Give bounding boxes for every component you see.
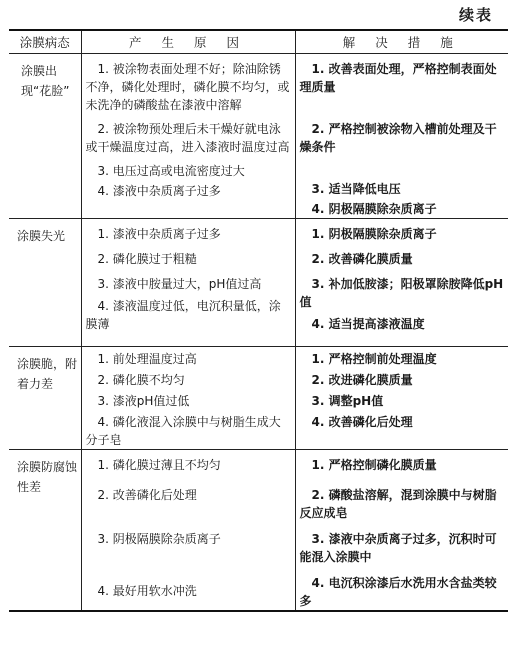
cause-item: 4. 最好用软水冲洗 — [97, 584, 197, 598]
header-row — [9, 30, 508, 54]
header-solution: 解 决 措 施 — [295, 30, 508, 54]
solution-item: 3. 调整pH值 — [311, 394, 384, 408]
solution-cell — [295, 54, 508, 219]
solution-item: 2. 改进磷化膜质量 — [311, 373, 413, 387]
cause-item: 3. 漆液pH值过低 — [97, 394, 190, 408]
header-cause: 产 生 原 因 — [81, 30, 295, 54]
cause-item: 1. 磷化膜过薄且不均匀 — [97, 458, 221, 472]
solution-item: 3. 漆液中杂质离子过多，沉积时可能混入涂膜中 — [299, 532, 497, 564]
table-row — [9, 450, 508, 612]
symptom-cell: 涂膜出现“花脸” — [9, 54, 81, 219]
cause-item: 1. 前处理温度过高 — [97, 352, 197, 366]
cause-item: 2. 改善磷化后处理 — [97, 488, 197, 502]
table-row — [9, 54, 508, 219]
table-row — [9, 347, 508, 450]
solution-item: 1. 严格控制前处理温度 — [311, 352, 437, 366]
solution-item: 1. 阴极隔膜除杂质离子 — [311, 227, 437, 241]
cause-item: 3. 阴极隔膜除杂质离子 — [97, 532, 221, 546]
solution-item: 2. 改善磷化膜质量 — [311, 252, 413, 266]
solution-cell — [295, 347, 508, 450]
cause-cell — [81, 219, 295, 347]
cause-item: 1. 漆液中杂质离子过多 — [97, 227, 221, 241]
cause-item: 2. 被涂物预处理后未干燥好就电泳或干燥温度过高，进入漆液时温度过高 — [85, 122, 290, 154]
solution-item: 4. 适当提高漆液温度 — [311, 317, 425, 331]
symptom-cell: 涂膜防腐蚀性差 — [9, 450, 81, 612]
solution-item: 4. 阴极隔膜除杂质离子 — [311, 202, 437, 216]
solution-item: 4. 电沉积涂漆后水洗用水含盐类较多 — [299, 576, 497, 608]
header-symptom: 涂膜病态 — [9, 30, 81, 54]
cause-item: 2. 磷化膜过于粗糙 — [97, 252, 197, 266]
solution-item: 1. 严格控制磷化膜质量 — [311, 458, 437, 472]
table-row — [9, 219, 508, 347]
solution-cell — [295, 219, 508, 347]
cause-item: 3. 漆液中胺量过大，pH值过高 — [97, 277, 262, 291]
solution-item: 3. 适当降低电压 — [311, 182, 401, 196]
cause-item: 4. 漆液温度过低，电沉积量低，涂膜薄 — [85, 299, 281, 331]
cause-item: 1. 被涂物表面处理不好；除油除锈不净，磷化处理时，磷化膜不均匀，或未洗净的磷酸盐在漆液中溶解 — [85, 62, 290, 112]
symptom-cell: 涂膜失光 — [9, 219, 81, 347]
cause-cell — [81, 450, 295, 612]
solution-item: 2. 磷酸盐溶解，混到涂膜中与树脂反应成皂 — [299, 488, 497, 520]
cause-cell — [81, 347, 295, 450]
continued-label: 续表 — [458, 6, 493, 24]
cause-item: 4. 磷化液混入涂膜中与树脂生成大分子皂 — [85, 415, 281, 447]
symptom-cell: 涂膜脆，附着力差 — [9, 347, 81, 450]
defect-table — [9, 29, 508, 612]
cause-item: 3. 电压过高或电流密度过大 — [97, 164, 245, 178]
cause-cell — [81, 54, 295, 219]
solution-item: 1. 改善表面处理，严格控制表面处理质量 — [299, 62, 497, 94]
solution-item: 2. 严格控制被涂物入槽前处理及干燥条件 — [299, 122, 497, 154]
solution-item: 3. 补加低胺漆；阳极罩除胺降低pH值 — [299, 277, 504, 309]
cause-item: 4. 漆液中杂质离子过多 — [97, 184, 221, 198]
cause-item: 2. 磷化膜不均匀 — [97, 373, 185, 387]
solution-item: 4. 改善磷化后处理 — [311, 415, 413, 429]
solution-cell — [295, 450, 508, 612]
